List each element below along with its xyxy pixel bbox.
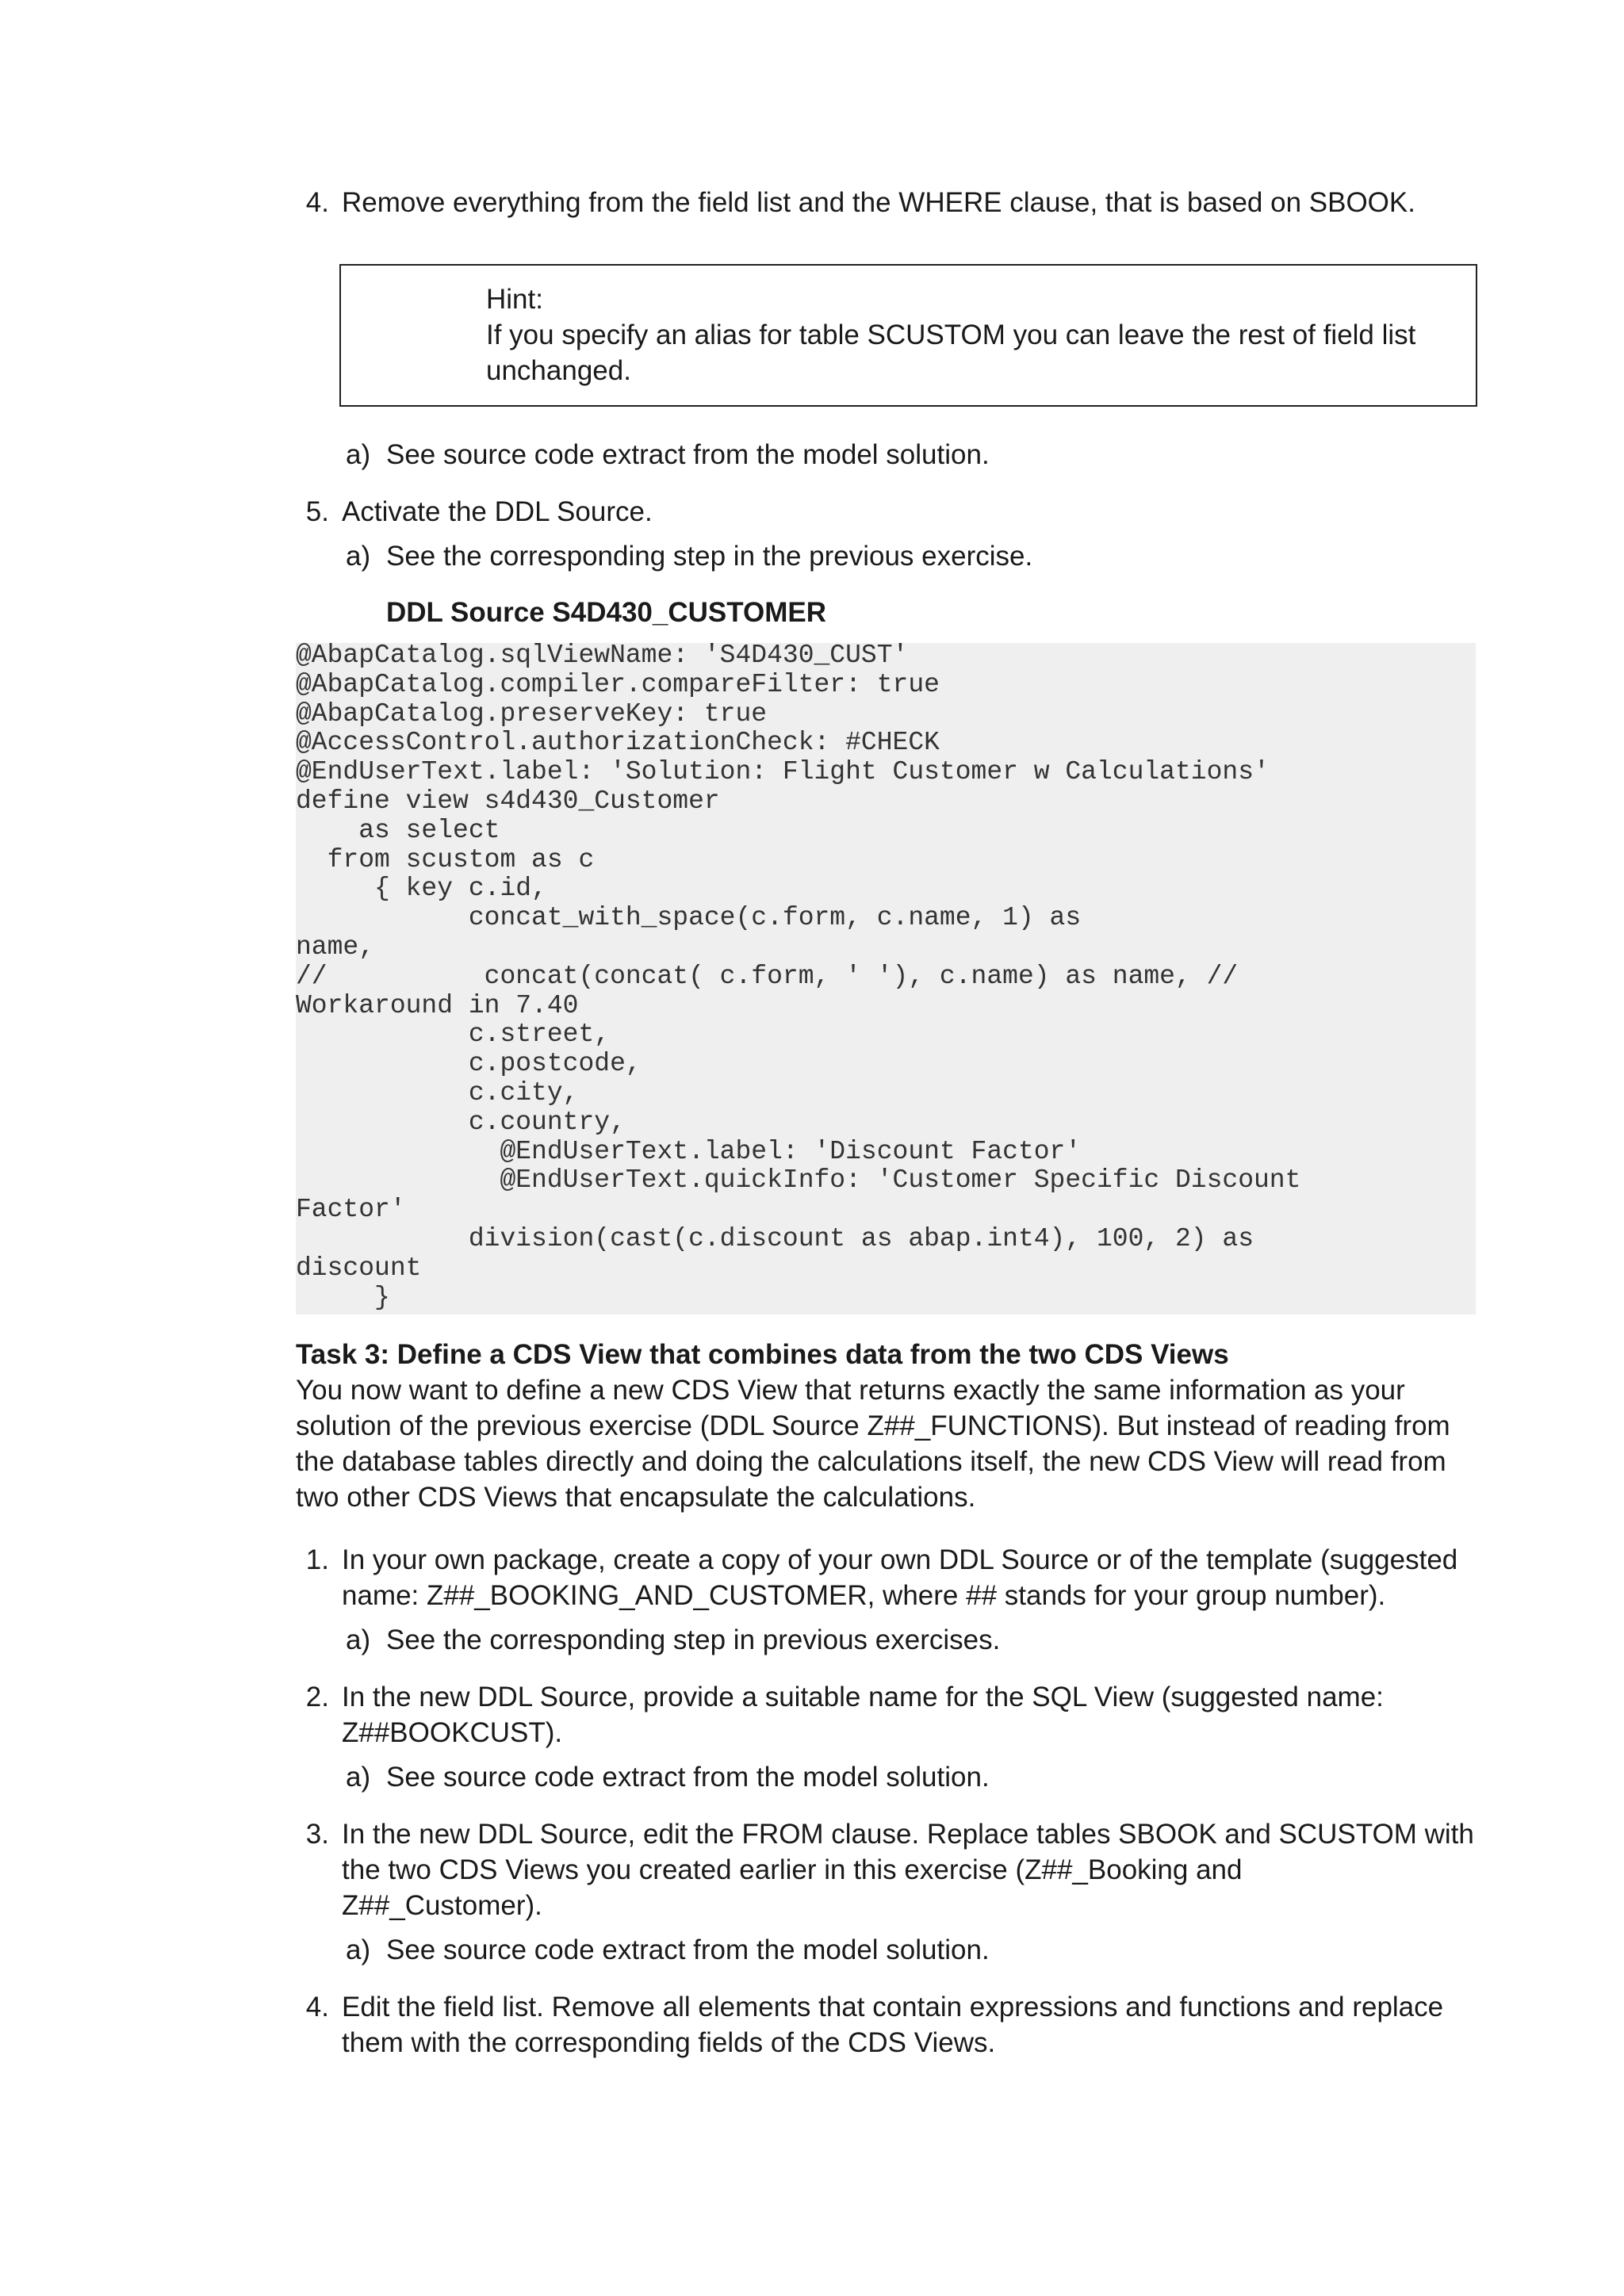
substep-text: See the corresponding step in the previous exercise.: [386, 541, 1033, 572]
substep-label: a): [346, 1762, 371, 1793]
code-line: define view s4d430_Customer: [296, 786, 720, 816]
substep-text: See source code extract from the model solution.: [386, 1934, 990, 1965]
code-line: Factor': [296, 1195, 406, 1225]
code-line: { key c.id,: [296, 874, 547, 904]
step-text: the two CDS Views you created earlier in this exercise (Z##_Booking and: [342, 1854, 1243, 1885]
step-text: In your own package, create a copy of your own DDL Source or of the template (suggested: [342, 1544, 1458, 1575]
code-line: }: [296, 1282, 390, 1312]
substep-text: See source code extract from the model solution.: [386, 1762, 990, 1793]
step-text: In the new DDL Source, edit the FROM clause. Replace tables SBOOK and SCUSTOM with: [342, 1819, 1474, 1850]
task-paragraph-line: the database tables directly and doing the calculations itself, the new CDS View will read from: [296, 1446, 1446, 1477]
code-line: Workaround in 7.40: [296, 990, 579, 1020]
code-line: c.city,: [296, 1078, 579, 1108]
code-line: @EndUserText.label: 'Solution: Flight Customer w Calculations': [296, 757, 1270, 787]
step-number: 4.: [305, 1992, 329, 2022]
step-text: Edit the field list. Remove all elements that contain expressions and functions and replace: [342, 1992, 1444, 2022]
code-line: name,: [296, 932, 375, 962]
step-text: name: Z##_BOOKING_AND_CUSTOMER, where ## stands for your group number).: [342, 1580, 1386, 1611]
step-text: Z##_Customer).: [342, 1890, 542, 1921]
code-line: as select: [296, 815, 500, 845]
substep-text: See the corresponding step in previous exercises.: [386, 1624, 1001, 1655]
step-text: In the new DDL Source, provide a suitable name for the SQL View (suggested name:: [342, 1682, 1384, 1712]
code-line: @AbapCatalog.compiler.compareFilter: true: [296, 669, 940, 699]
code-line: from scustom as c: [296, 844, 595, 874]
code-line: @AccessControl.authorizationCheck: #CHECK: [296, 728, 940, 758]
code-line: c.postcode,: [296, 1049, 642, 1079]
task-paragraph-line: You now want to define a new CDS View that returns exactly the same information as your: [296, 1375, 1405, 1406]
substep-text: See source code extract from the model solution.: [386, 439, 990, 470]
step-text: Remove everything from the field list and the WHERE clause, that is based on SBOOK.: [342, 187, 1415, 218]
substep-label: a): [346, 439, 371, 470]
code-line: @EndUserText.quickInfo: 'Customer Specific Discount: [296, 1165, 1301, 1196]
step-text: them with the corresponding fields of the CDS Views.: [342, 2027, 996, 2058]
substep-label: a): [346, 1624, 371, 1655]
step-number: 5.: [305, 496, 329, 527]
step-number: 4.: [305, 187, 329, 218]
task-heading: Task 3: Define a CDS View that combines data from the two CDS Views: [296, 1339, 1229, 1370]
substep-label: a): [346, 1934, 371, 1965]
code-line: c.country,: [296, 1107, 626, 1137]
task-paragraph-line: solution of the previous exercise (DDL Source Z##_FUNCTIONS). But instead of reading from: [296, 1410, 1450, 1441]
substep-label: a): [346, 541, 371, 572]
step-text: Z##BOOKCUST).: [342, 1717, 563, 1748]
code-line: @EndUserText.label: 'Discount Factor': [296, 1136, 1082, 1166]
code-line: @AbapCatalog.preserveKey: true: [296, 698, 768, 729]
code-line: @AbapCatalog.sqlViewName: 'S4D430_CUST': [296, 641, 909, 670]
code-line: division(cast(c.discount as abap.int4), 100, 2) as: [296, 1224, 1254, 1253]
code-line: discount: [296, 1253, 422, 1283]
step-number: 1.: [305, 1544, 329, 1575]
code-line: // concat(concat( c.form, ' '), c.name) as name, //: [296, 961, 1239, 991]
step-number: 2.: [305, 1682, 329, 1712]
step-text: Activate the DDL Source.: [342, 496, 653, 527]
hint-text-line: If you specify an alias for table SCUSTOM you can leave the rest of field list: [486, 320, 1416, 350]
hint-title: Hint:: [486, 284, 543, 315]
step-number: 3.: [305, 1819, 329, 1850]
hint-text-line: unchanged.: [486, 355, 631, 386]
task-paragraph-line: two other CDS Views that encapsulate the calculations.: [296, 1482, 976, 1513]
code-title: DDL Source S4D430_CUSTOMER: [386, 597, 826, 628]
code-line: c.street,: [296, 1020, 611, 1050]
code-line: concat_with_space(c.form, c.name, 1) as: [296, 903, 1082, 933]
